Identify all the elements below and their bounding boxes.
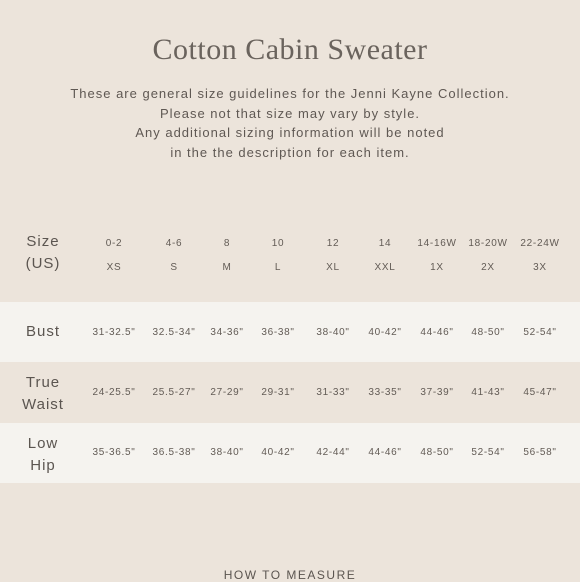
table-row-bust [0, 302, 580, 362]
measurement-cell: 36.5-38" [152, 447, 196, 458]
numeric-size-cell: 4-6 [165, 238, 183, 249]
page-title: Cotton Cabin Sweater [152, 33, 428, 66]
measurement-cell: 52-54" [471, 447, 505, 458]
measurement-cell: 44-46" [368, 447, 402, 458]
measurement-cell: 44-46" [420, 327, 454, 338]
numeric-size-cell: 22-24W [520, 238, 560, 249]
letter-size-cell: 1X [430, 262, 444, 273]
numeric-size-cell: 14-16W [417, 238, 457, 249]
measurement-cell: 40-42" [261, 447, 295, 458]
intro-line: Please not that size may vary by style. [159, 105, 421, 121]
row-label-true-waist: True Waist [22, 374, 64, 413]
measurement-cell: 41-43" [471, 387, 505, 398]
letter-size-cell: XL [326, 262, 340, 273]
intro-line: Any additional sizing information will be noted [135, 125, 445, 140]
measurement-cell: 29-31" [261, 387, 295, 398]
measurement-cell: 45-47" [523, 387, 557, 398]
measurement-cell: 56-58" [523, 447, 557, 458]
letter-size-cell: M [222, 262, 232, 273]
numeric-size-cell: 14 [378, 238, 392, 249]
letter-size-cell: 3X [533, 262, 547, 273]
measurement-cell: 35-36.5" [92, 447, 136, 458]
measurement-cell: 42-44" [316, 447, 350, 458]
numeric-size-cell: 10 [271, 238, 285, 249]
measurement-cell: 48-50" [420, 447, 454, 458]
letter-size-cell: 2X [481, 262, 495, 273]
numeric-size-cell: 12 [326, 238, 340, 249]
numeric-size-cell: 8 [223, 238, 231, 249]
measurement-cell: 37-39" [420, 387, 454, 398]
letter-size-cell: XXL [374, 262, 396, 273]
letter-size-cell: L [274, 262, 282, 273]
measurement-cell: 36-38" [261, 327, 295, 338]
measurement-cell: 31-32.5" [92, 327, 136, 338]
measurement-cell: 38-40" [210, 447, 244, 458]
measurement-cell: 32.5-34" [152, 327, 196, 338]
measurement-cell: 40-42" [368, 327, 402, 338]
intro-line: These are general size guidelines for the Jenni Kayne Collection. [70, 86, 510, 101]
intro-line: in the the description for each item. [170, 144, 410, 160]
measurement-cell: 25.5-27" [152, 387, 196, 398]
table-row-low-hip [0, 423, 580, 483]
measurement-cell: 34-36" [210, 327, 244, 338]
row-label-bust: Bust [25, 323, 60, 340]
measurement-cell: 27-29" [210, 387, 244, 398]
measurement-cell: 52-54" [523, 327, 557, 338]
size-us-label: Size (US) [25, 233, 61, 272]
numeric-size-cell: 0-2 [105, 238, 123, 249]
measurement-cell: 33-35" [368, 387, 402, 398]
measurement-cell: 24-25.5" [92, 387, 136, 398]
how-to-measure-link[interactable]: HOW TO MEASURE [223, 568, 357, 582]
letter-size-cell: XS [106, 262, 122, 273]
letter-size-cell: S [170, 262, 178, 273]
measurement-cell: 48-50" [471, 327, 505, 338]
size-guide-intro [0, 84, 580, 162]
measurement-cell: 31-33" [316, 387, 350, 398]
table-row-true-waist [0, 362, 580, 423]
numeric-size-cell: 18-20W [468, 238, 508, 249]
measurement-cell: 38-40" [316, 327, 350, 338]
row-label-low-hip: Low Hip [27, 435, 59, 474]
